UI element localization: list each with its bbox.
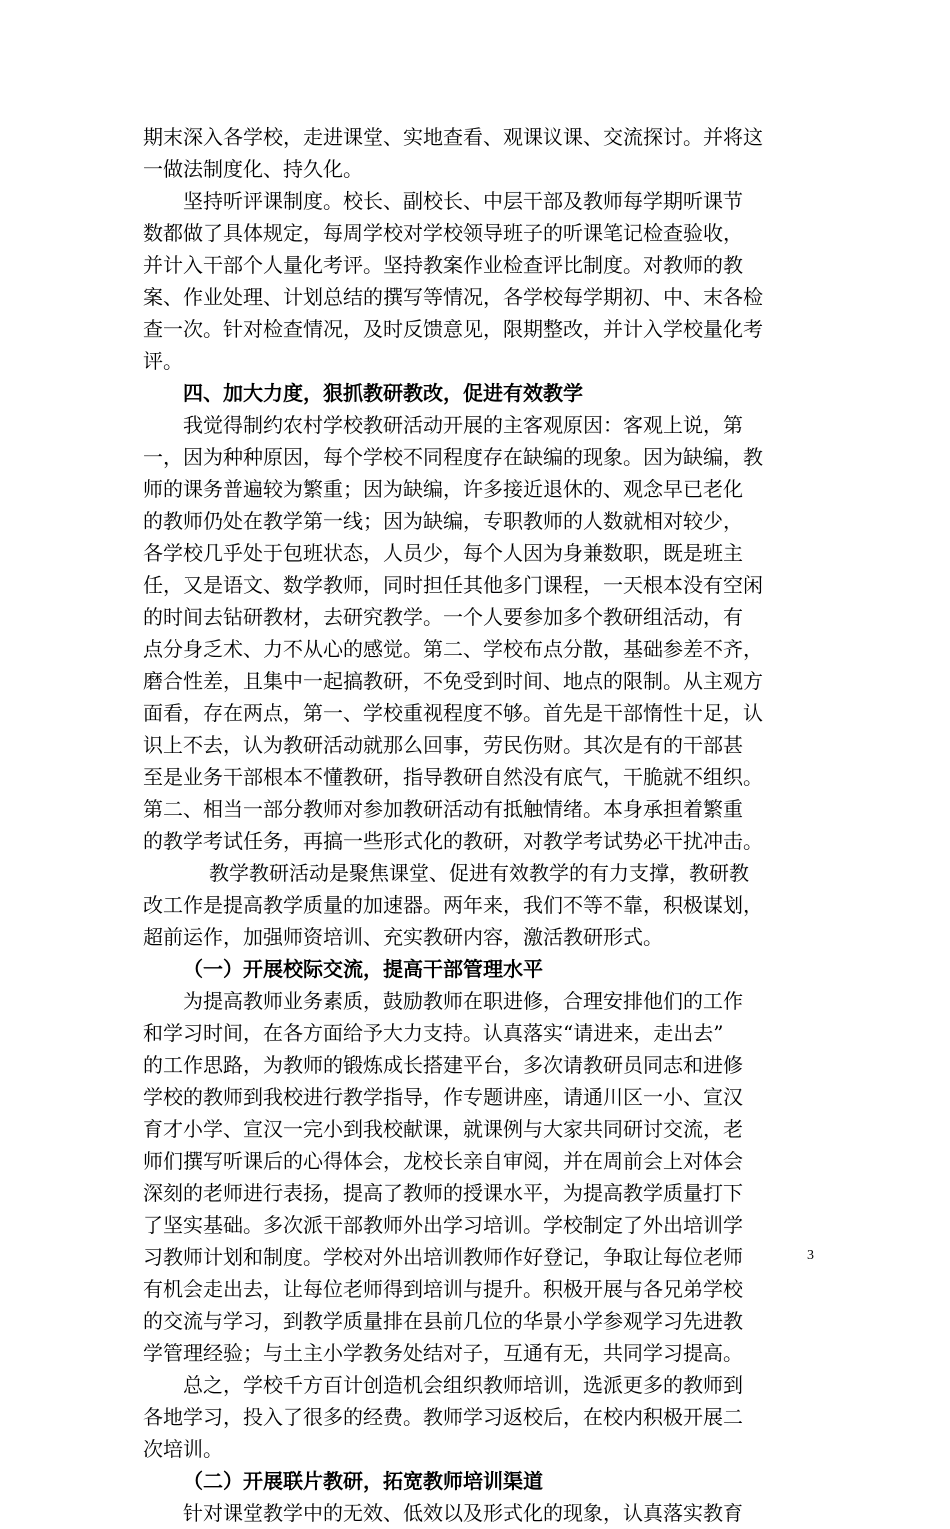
text-line: 学管理经验；与土主小学教务处结对子，互通有无，共同学习提高。 — [143, 1341, 743, 1365]
text-line: 点分身乏术、力不从心的感觉。第二、学校布点分散，基础参差不齐， — [143, 637, 763, 661]
text-line: 各地学习，投入了很多的经费。教师学习返校后，在校内积极开展二 — [143, 1405, 743, 1429]
text-line: 有机会走出去，让每位老师得到培训与提升。积极开展与各兄弟学校 — [143, 1277, 743, 1301]
text-line: 针对课堂教学中的无效、低效以及形式化的现象，认真落实教育 — [183, 1501, 743, 1525]
text-line: 期末深入各学校，走进课堂、实地查看、观课议课、交流探讨。并将这 — [143, 125, 763, 149]
text-line: 和学习时间，在各方面给予大力支持。认真落实“请进来，走出去” — [143, 1021, 724, 1045]
text-line: 的交流与学习，到教学质量排在县前几位的华景小学参观学习先进教 — [143, 1309, 743, 1333]
text-line: 教学教研活动是聚焦课堂、促进有效教学的有力支撑，教研教 — [209, 861, 749, 885]
text-line: 任，又是语文、数学教师，同时担任其他多门课程，一天根本没有空闲 — [143, 573, 763, 597]
text-line: 育才小学、宣汉一完小到我校献课，就课例与大家共同研讨交流，老 — [143, 1117, 743, 1141]
text-line: 面看，存在两点，第一、学校重视程度不够。首先是干部惰性十足，认 — [143, 701, 763, 725]
text-line: 改工作是提高教学质量的加速器。两年来，我们不等不靠，积极谋划， — [143, 893, 763, 917]
text-line: 学校的教师到我校进行教学指导，作专题讲座，请通川区一小、宣汉 — [143, 1085, 743, 1109]
text-line: 坚持听评课制度。校长、副校长、中层干部及教师每学期听课节 — [183, 189, 743, 213]
text-line: 的工作思路，为教师的锻炼成长搭建平台，多次请教研员同志和进修 — [143, 1053, 743, 1077]
text-line: 深刻的老师进行表扬，提高了教师的授课水平，为提高教学质量打下 — [143, 1181, 743, 1205]
text-line: 的教师仍处在教学第一线；因为缺编，专职教师的人数就相对较少， — [143, 509, 743, 533]
section-heading: （二）开展联片教研，拓宽教师培训渠道 — [183, 1469, 543, 1493]
text-line: 超前运作，加强师资培训、充实教研内容，激活教研形式。 — [143, 925, 663, 949]
text-line: 一，因为种种原因，每个学校不同程度存在缺编的现象。因为缺编，教 — [143, 445, 763, 469]
text-line: 师的课务普遍较为繁重；因为缺编，许多接近退休的、观念早已老化 — [143, 477, 743, 501]
section-heading: 四、加大力度，狠抓教研教改，促进有效教学 — [183, 381, 583, 405]
text-line: 了坚实基础。多次派干部教师外出学习培训。学校制定了外出培训学 — [143, 1213, 743, 1237]
text-line: 第二、相当一部分教师对参加教研活动有抵触情绪。本身承担着繁重 — [143, 797, 743, 821]
document-body — [143, 121, 809, 1529]
text-line: 案、作业处理、计划总结的撰写等情况，各学校每学期初、中、末各检 — [143, 285, 763, 309]
text-line: 次培训。 — [143, 1437, 223, 1461]
text-line: 师们撰写听课后的心得体会，龙校长亲自审阅，并在周前会上对体会 — [143, 1149, 743, 1173]
text-line: 并计入干部个人量化考评。坚持教案作业检查评比制度。对教师的教 — [143, 253, 743, 277]
text-line: 查一次。针对检查情况，及时反馈意见，限期整改，并计入学校量化考 — [143, 317, 763, 341]
page-number: 3 — [807, 1248, 814, 1263]
text-line: 习教师计划和制度。学校对外出培训教师作好登记，争取让每位老师 — [143, 1245, 743, 1269]
text-line: 磨合性差，且集中一起搞教研，不免受到时间、地点的限制。从主观方 — [143, 669, 763, 693]
text-line: 至是业务干部根本不懂教研，指导教研自然没有底气，干脆就不组织。 — [143, 765, 763, 789]
text-line: 识上不去，认为教研活动就那么回事，劳民伤财。其次是有的干部甚 — [143, 733, 743, 757]
text-line: 各学校几乎处于包班状态，人员少，每个人因为身兼数职，既是班主 — [143, 541, 743, 565]
text-line: 为提高教师业务素质，鼓励教师在职进修，合理安排他们的工作 — [183, 989, 743, 1013]
text-line: 的教学考试任务，再搞一些形式化的教研，对教学考试势必干扰冲击。 — [143, 829, 763, 853]
text-line: 一做法制度化、持久化。 — [143, 157, 363, 181]
text-line: 评。 — [143, 349, 183, 373]
section-heading: （一）开展校际交流，提高干部管理水平 — [183, 957, 543, 981]
text-line: 总之，学校千方百计创造机会组织教师培训，选派更多的教师到 — [183, 1373, 743, 1397]
text-line: 我觉得制约农村学校教研活动开展的主客观原因：客观上说，第 — [183, 413, 743, 437]
text-line: 数都做了具体规定，每周学校对学校领导班子的听课笔记检查验收， — [143, 221, 743, 245]
text-line: 的时间去钻研教材，去研究教学。一个人要参加多个教研组活动，有 — [143, 605, 743, 629]
